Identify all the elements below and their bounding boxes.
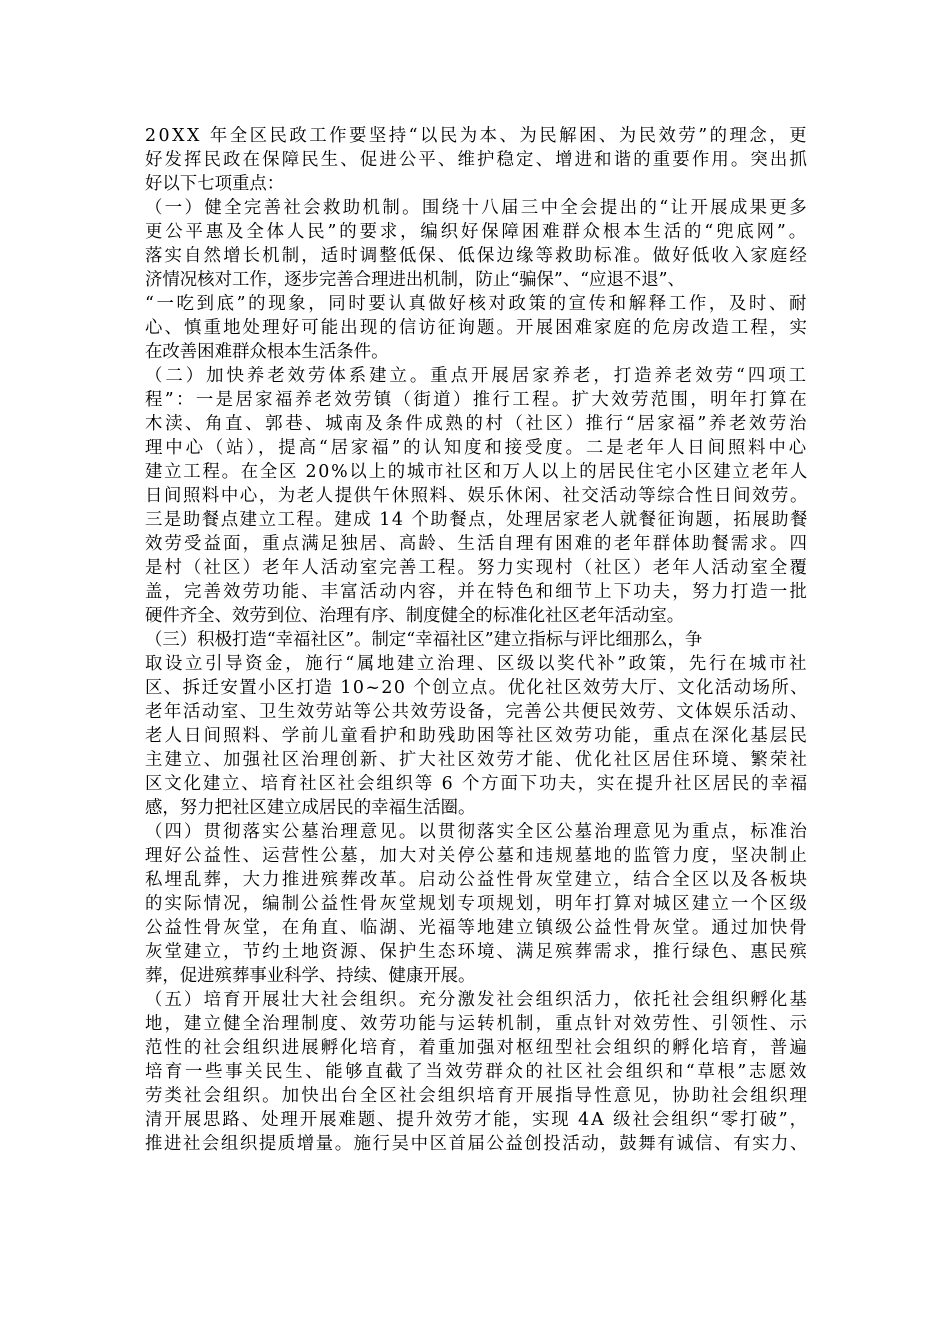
text-line: 灰堂建立，节约土地资源、保护生态环境、满足殡葬需求，推行绿色、惠民殡 <box>145 942 809 962</box>
text-line: 区、拆迁安置小区打造 10~20 个创立点。优化社区效劳大厅、文化活动场所、 <box>145 678 809 698</box>
text-line: 范性的社会组织进展孵化培育，着重加强对枢纽型社会组织的孵化培育，普遍 <box>145 1038 809 1058</box>
text-line: 效劳受益面，重点满足独居、高龄、生活自理有困难的老年群体助餐需求。四 <box>145 534 809 554</box>
text-line: 培育一些事关民生、能够直截了当效劳群众的社区社会组织和“草根”志愿效 <box>145 1062 809 1082</box>
text-line: 建立工程。在全区 20%以上的城市社区和万人以上的居民住宅小区建立老年人 <box>145 462 809 482</box>
text-line: （一）健全完善社会救助机制。围绕十八届三中全会提出的“让开展成果更多 <box>145 198 809 218</box>
text-line: 硬件齐全、效劳到位、治理有序、制度健全的标准化社区老年活动室。 <box>145 606 685 626</box>
text-line: 心、慎重地处理好可能出现的信访征询题。开展困难家庭的危房改造工程，实 <box>145 318 809 338</box>
text-line: 取设立引导资金，施行“属地建立治理、区级以奖代补”政策，先行在城市社 <box>145 654 809 674</box>
text-line: 20XX 年全区民政工作要坚持“以民为本、为民解困、为民效劳”的理念，更 <box>145 126 809 146</box>
text-line: 日间照料中心，为老人提供午休照料、娱乐休闲、社交活动等综合性日间效劳。 <box>145 486 809 506</box>
text-line: 私埋乱葬，大力推进殡葬改革。启动公益性骨灰堂建立，结合全区以及各板块 <box>145 870 809 890</box>
text-line: 程”：一是居家福养老效劳镇（街道）推行工程。扩大效劳范围，明年打算在 <box>145 390 809 410</box>
text-line: （三）积极打造“幸福社区”。制定“幸福社区”建立指标与评比细那么，争 <box>145 630 703 650</box>
text-line: 劳类社会组织。加快出台全区社会组织培育开展指导性意见，协助社会组织理 <box>145 1086 809 1106</box>
text-line: 落实自然增长机制，适时调整低保、低保边缘等救助标准。做好低收入家庭经 <box>145 246 809 266</box>
text-line: （二）加快养老效劳体系建立。重点开展居家养老，打造养老效劳“四项工 <box>145 366 809 386</box>
text-line: 感，努力把社区建立成居民的幸福生活圈。 <box>145 798 476 818</box>
document-body <box>145 124 809 1156</box>
text-line: 盖，完善效劳功能、丰富活动内容，并在特色和细节上下功夫，努力打造一批 <box>145 582 809 602</box>
text-line: 理中心（站），提高“居家福”的认知度和接受度。二是老年人日间照料中心 <box>145 438 809 458</box>
text-line: 区文化建立、培育社区社会组织等 6 个方面下功夫，实在提升社区居民的幸福 <box>145 774 809 794</box>
text-line: 好以下七项重点： <box>145 174 285 194</box>
text-line: 老年活动室、卫生效劳站等公共效劳设备，完善公共便民效劳、文体娱乐活动、 <box>145 702 809 722</box>
text-line: 木渎、角直、郭巷、城南及条件成熟的村（社区）推行“居家福”养老效劳治 <box>145 414 809 434</box>
text-line: 推进社会组织提质增量。施行吴中区首届公益创投活动，鼓舞有诚信、有实力、 <box>145 1134 809 1154</box>
text-line: 葬，促进殡葬事业科学、持续、健康开展。 <box>145 966 476 986</box>
text-line: 老人日间照料、学前儿童看护和助残助困等社区效劳功能，重点在深化基层民 <box>145 726 809 746</box>
text-line: 济情况核对工作，逐步完善合理进出机制，防止“骗保”、“应退不退”、 <box>145 270 685 290</box>
text-line: 清开展思路、处理开展难题、提升效劳才能，实现 4A 级社会组织“零打破”， <box>145 1110 809 1130</box>
text-line: 理好公益性、运营性公墓，加大对关停公墓和违规墓地的监管力度，坚决制止 <box>145 846 809 866</box>
text-line: 主建立、加强社区治理创新、扩大社区效劳才能、优化社区居住环境、繁荣社 <box>145 750 809 770</box>
text-line: （四）贯彻落实公墓治理意见。以贯彻落实全区公墓治理意见为重点，标准治 <box>145 822 809 842</box>
text-line: 是村（社区）老年人活动室完善工程。努力实现村（社区）老年人活动室全覆 <box>145 558 809 578</box>
text-line: 的实际情况，编制公益性骨灰堂规划专项规划，明年打算对城区建立一个区级 <box>145 894 809 914</box>
text-line: “一吃到底”的现象，同时要认真做好核对政策的宣传和解释工作，及时、耐 <box>145 294 809 314</box>
text-line: 好发挥民政在保障民生、促进公平、维护稳定、增进和谐的重要作用。突出抓 <box>145 150 809 170</box>
text-line: 更公平惠及全体人民”的要求，编织好保障困难群众根本生活的“兜底网”。 <box>145 222 809 242</box>
text-line: 公益性骨灰堂，在角直、临湖、光福等地建立镇级公益性骨灰堂。通过加快骨 <box>145 918 809 938</box>
text-line: 地，建立健全治理制度、效劳功能与运转机制，重点针对效劳性、引领性、示 <box>145 1014 809 1034</box>
text-line: 在改善困难群众根本生活条件。 <box>145 342 389 362</box>
text-line: 三是助餐点建立工程。建成 14 个助餐点，处理居家老人就餐征询题，拓展助餐 <box>145 510 809 530</box>
text-line: （五）培育开展壮大社会组织。充分激发社会组织活力，依托社会组织孵化基 <box>145 990 809 1010</box>
